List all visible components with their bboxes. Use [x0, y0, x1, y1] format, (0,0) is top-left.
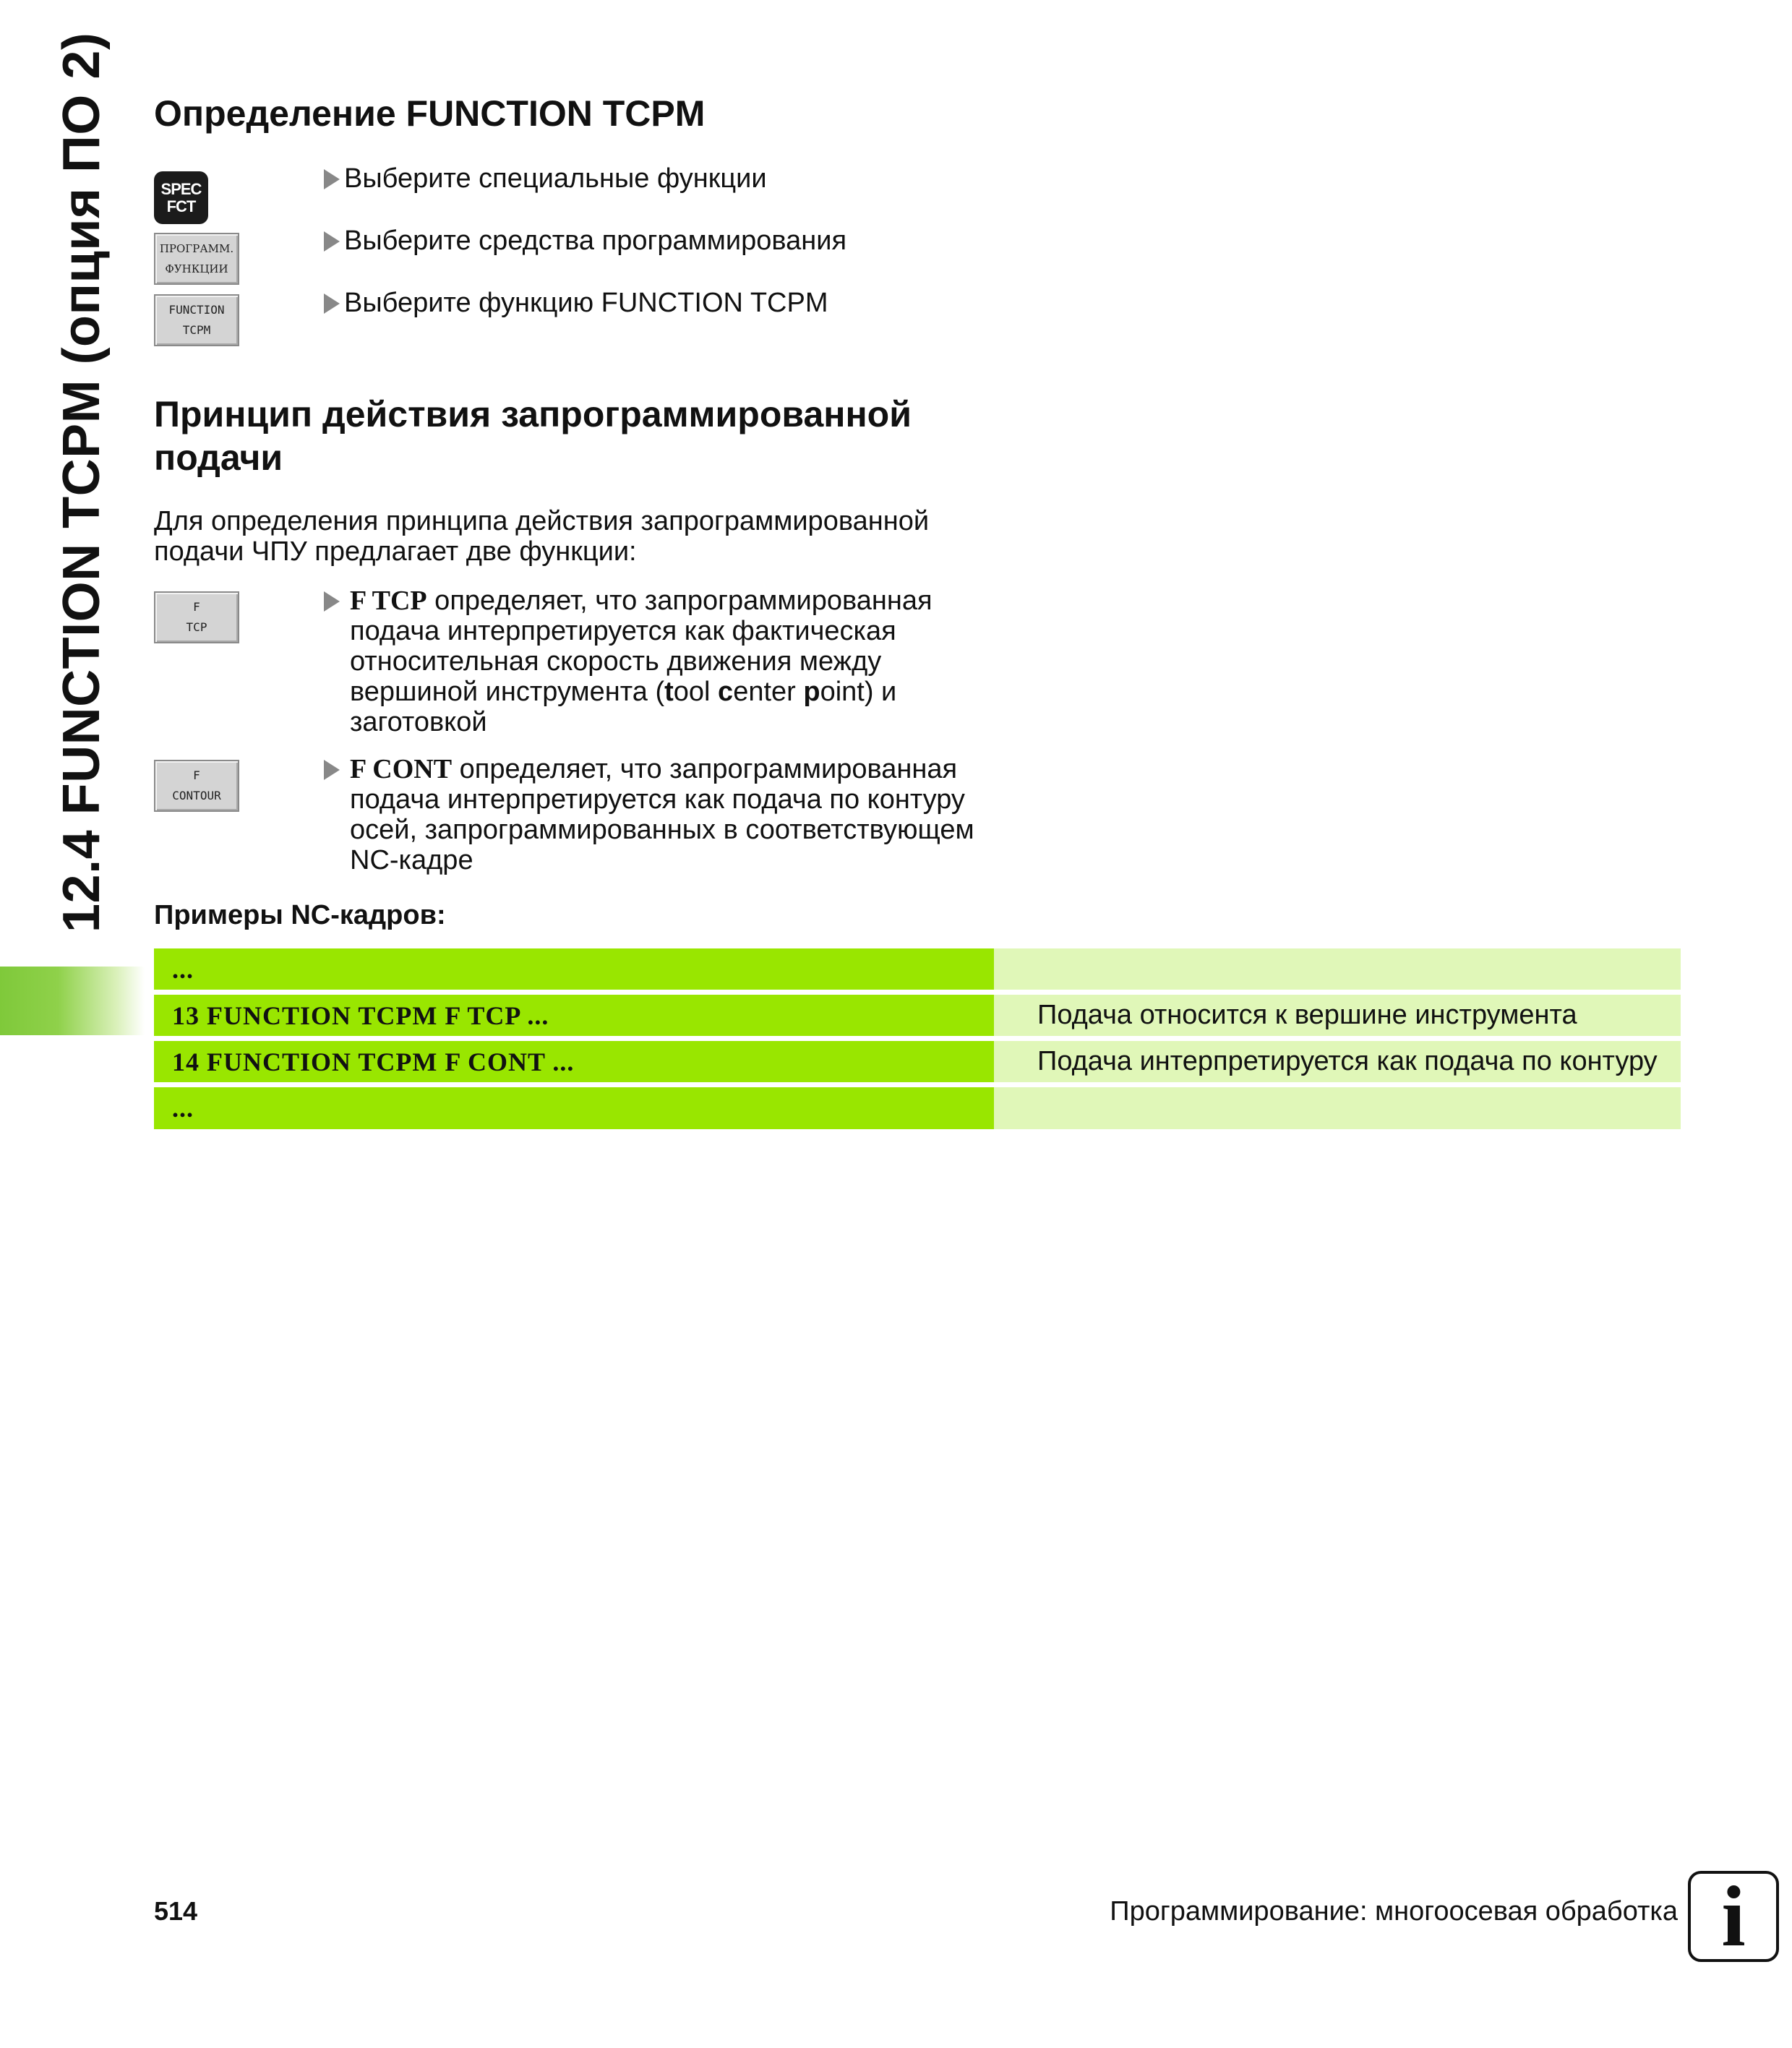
spec-fct-key-icon: SPEC FCT — [154, 171, 208, 224]
side-tab-marker — [0, 967, 145, 1035]
table-row — [154, 948, 1681, 990]
arrow-right-icon — [324, 294, 340, 314]
nc-desc-cell: Подача относится к вершине инструмента — [994, 995, 1681, 1036]
softkey-function-tcpm-icon: FUNCTION TCPM — [154, 294, 239, 346]
info-icon: i — [1688, 1871, 1779, 1962]
softkey-program-functions-icon: ПРОГРАММ. ФУНКЦИИ — [154, 233, 239, 285]
nc-desc-cell — [994, 948, 1681, 990]
table-row — [154, 995, 1681, 1036]
table-row — [154, 1087, 1681, 1129]
bullet-f-cont: F CONT определяет, что запрограммированная подача интерпретируется как подача по контуру осей, запрограммированных в соответствующем NC-кадре — [324, 754, 1003, 875]
nc-code-cell: ... — [154, 948, 994, 990]
nc-desc-cell — [994, 1087, 1681, 1129]
nc-examples-table — [154, 948, 1681, 1134]
softkey-f-tcp-icon: F TCP — [154, 591, 239, 643]
arrow-right-icon — [324, 591, 340, 612]
heading-define-tcpm: Определение FUNCTION TCPM — [154, 93, 706, 134]
step-select-special-functions: Выберите специальные функции — [324, 161, 767, 196]
nc-code-cell: 14 FUNCTION TCPM F CONT ... — [154, 1041, 994, 1082]
arrow-right-icon — [324, 760, 340, 780]
examples-label: Примеры NC-кадров: — [154, 900, 446, 930]
step-select-programming-tools: Выберите средства программирования — [324, 223, 846, 258]
nc-code-cell: 13 FUNCTION TCPM F TCP ... — [154, 995, 994, 1036]
bullet-f-tcp: F TCP определяет, что запрограммированная подача интерпретируется как фактическая относительная скорость движения между вершиной инструмента (tool center point) и заготовкой — [324, 586, 1003, 737]
arrow-right-icon — [324, 169, 340, 189]
page-number: 514 — [154, 1896, 198, 1926]
table-row — [154, 1041, 1681, 1082]
softkey-f-contour-icon: F CONTOUR — [154, 760, 239, 812]
nc-code-cell: ... — [154, 1087, 994, 1129]
step-select-function-tcpm: Выберите функцию FUNCTION TCPM — [324, 286, 828, 320]
heading-feed-principle: Принцип действия запрограммированной подачи — [154, 394, 912, 478]
intro-paragraph: Для определения принципа действия запрограммированной подачи ЧПУ предлагает две функции: — [154, 506, 930, 567]
footer-chapter-title: Программирование: многоосевая обработка — [1110, 1896, 1678, 1927]
side-chapter-title: 12.4 FUNCTION TCPM (опция ПО 2) — [53, 32, 111, 933]
arrow-right-icon — [324, 231, 340, 252]
nc-desc-cell: Подача интерпретируется как подача по контуру — [994, 1041, 1681, 1082]
